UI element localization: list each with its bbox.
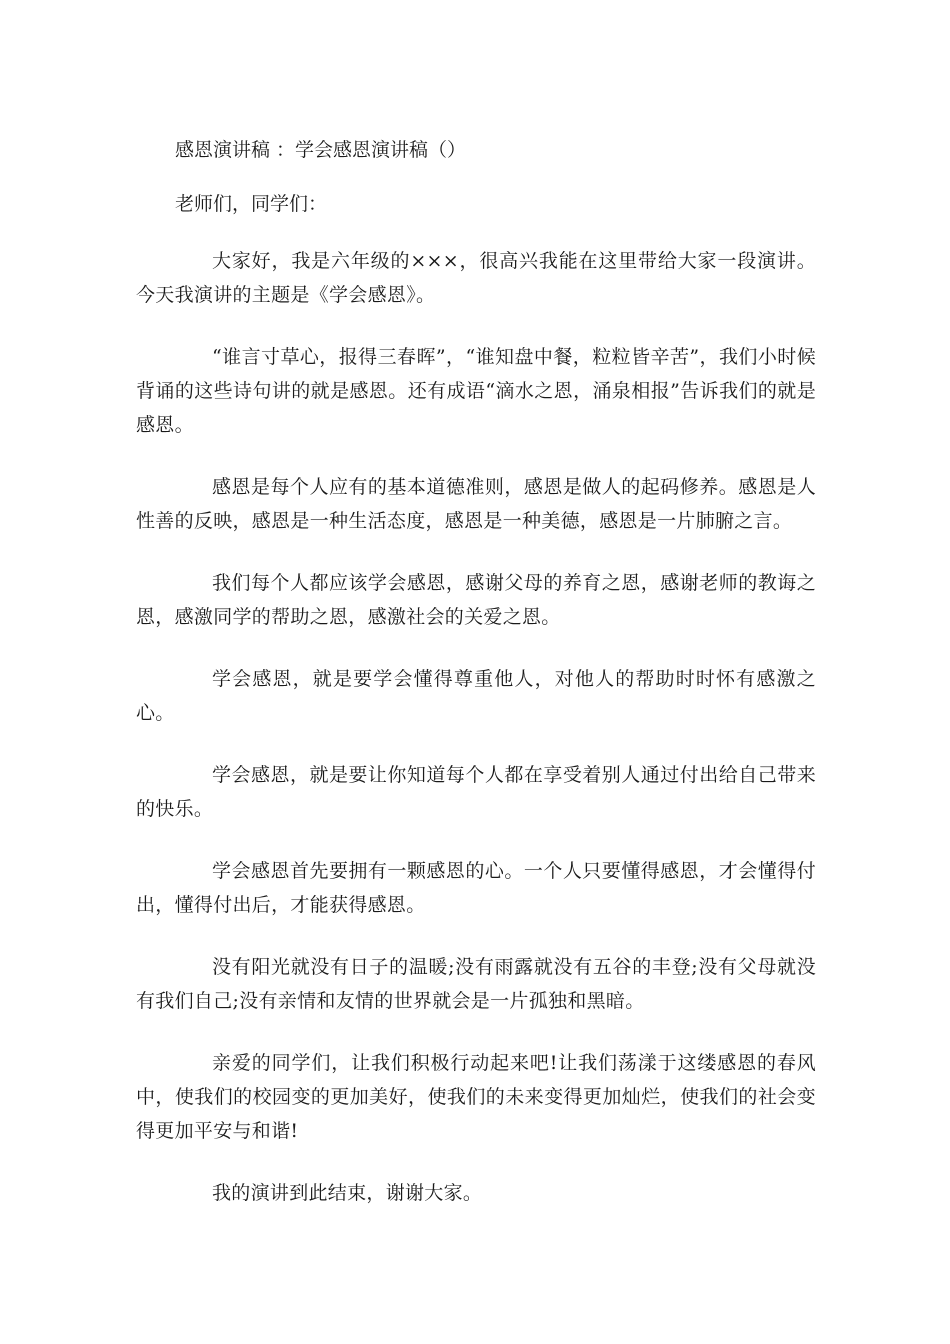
paragraph-4: 我们每个人都应该学会感恩，感谢父母的养育之恩，感谢老师的教诲之恩，感激同学的帮助之恩，感激社会的关爱之恩。 [136,572,816,628]
document-title: 感恩演讲稿 ：学会感恩演讲稿（） [175,139,467,161]
document-body [136,244,816,1238]
paragraph-1: 大家好，我是六年级的×××，很高兴我能在这里带给大家一段演讲。今天我演讲的主题是《学会感恩》。 [136,250,816,306]
paragraph-8: 没有阳光就没有日子的温暖;没有雨露就没有五谷的丰登;没有父母就没有我们自己;没有亲情和友情的世界就会是一片孤独和黑暗。 [136,956,816,1012]
paragraph-2: “谁言寸草心，报得三春晖”，“谁知盘中餐，粒粒皆辛苦”，我们小时候背诵的这些诗句讲的就是感恩。还有成语“滴水之恩，涌泉相报”告诉我们的就是感恩。 [136,346,816,436]
paragraph-7: 学会感恩首先要拥有一颗感恩的心。一个人只要懂得感恩，才会懂得付出，懂得付出后，才能获得感恩。 [136,860,816,916]
paragraph-10: 我的演讲到此结束，谢谢大家。 [212,1182,483,1204]
paragraph-5: 学会感恩，就是要学会懂得尊重他人，对他人的帮助时时怀有感激之心。 [136,668,816,724]
paragraph-3: 感恩是每个人应有的基本道德准则，感恩是做人的起码修养。感恩是人性善的反映，感恩是一种生活态度，感恩是一种美德，感恩是一片肺腑之言。 [136,476,816,532]
greeting: 老师们，同学们： [175,193,328,215]
paragraph-9: 亲爱的同学们，让我们积极行动起来吧!让我们荡漾于这缕感恩的春风中，使我们的校园变的更加美好，使我们的未来变得更加灿烂，使我们的社会变得更加平安与和谐! [136,1052,816,1142]
paragraph-6: 学会感恩，就是要让你知道每个人都在享受着别人通过付出给自己带来的快乐。 [136,764,816,820]
